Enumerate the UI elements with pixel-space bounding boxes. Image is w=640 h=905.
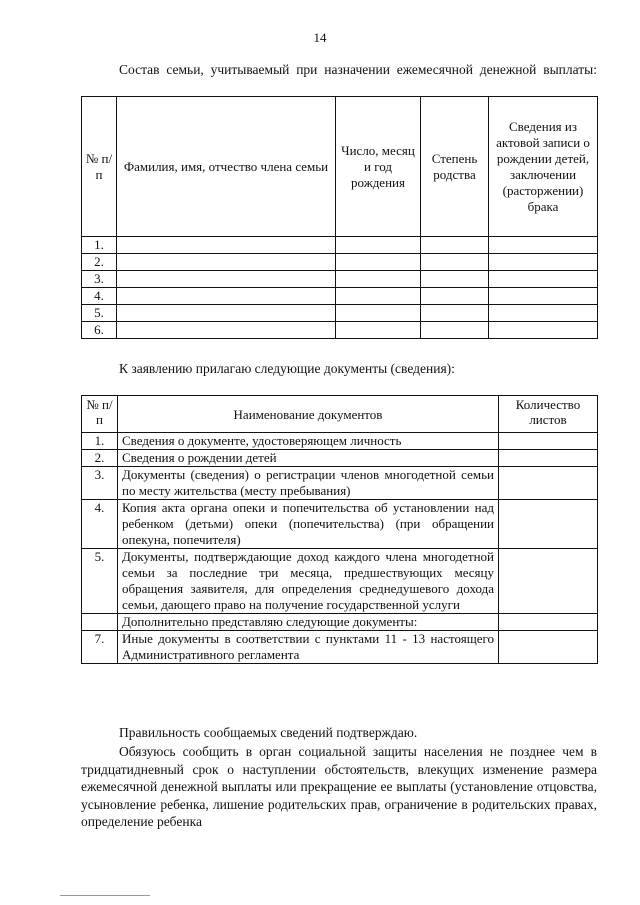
col-fullname: Фамилия, имя, отчество члена семьи xyxy=(117,97,336,237)
document-name: Документы, подтверждающие доход каждого члена многодетной семьи за последние три месяца, предшествующих месяцу обращения заявителя, для определения среднедушевого дохода семьи, дающего право на получение государственной услуги xyxy=(118,549,499,614)
act-record-cell[interactable] xyxy=(489,288,598,305)
col-act-record: Сведения из актовой записи о рождении детей, заключении (расторжении) брака xyxy=(489,97,598,237)
table-row xyxy=(82,433,598,450)
table-row xyxy=(82,549,598,614)
act-record-cell[interactable] xyxy=(489,271,598,288)
document-name: Дополнительно представляю следующие документы: xyxy=(118,614,499,631)
sheet-count-cell[interactable] xyxy=(499,614,598,631)
row-number: 1. xyxy=(82,433,118,450)
sheet-count-cell[interactable] xyxy=(499,500,598,549)
col-sheet-count: Количество листов xyxy=(499,396,598,433)
fullname-cell[interactable] xyxy=(117,288,336,305)
row-number: 3. xyxy=(82,467,118,500)
table-row xyxy=(82,614,598,631)
relation-cell[interactable] xyxy=(421,288,489,305)
fullname-cell[interactable] xyxy=(117,237,336,254)
obligation-text: Обязуюсь сообщить в орган социальной защиты населения не позднее чем в тридцатидневный срок о наступлении обстоятельств, влекущих изменение размера ежемесячной денежной выплаты или прекращение ее выплаты (установление отцовства, усыновление ребенка, лишение родительских прав, ограничение в родительских правах, определение ребенка xyxy=(81,744,597,829)
row-number: 4. xyxy=(82,288,117,305)
footer-divider xyxy=(60,895,150,896)
birthdate-cell[interactable] xyxy=(336,237,421,254)
fullname-cell[interactable] xyxy=(117,322,336,339)
page-number: 14 xyxy=(313,30,327,45)
fullname-cell[interactable] xyxy=(117,271,336,288)
table-row xyxy=(82,500,598,549)
confirmation-text: Правильность сообщаемых сведений подтверждаю. xyxy=(119,725,418,740)
table-row xyxy=(82,288,598,305)
row-number: 5. xyxy=(82,305,117,322)
act-record-cell[interactable] xyxy=(489,237,598,254)
sheet-count-cell[interactable] xyxy=(499,549,598,614)
document-name: Сведения о документе, удостоверяющем личность xyxy=(118,433,499,450)
row-number: 2. xyxy=(82,450,118,467)
col-number: № п/п xyxy=(82,97,117,237)
table-row xyxy=(82,305,598,322)
row-number: 5. xyxy=(82,549,118,614)
relation-cell[interactable] xyxy=(421,254,489,271)
birthdate-cell[interactable] xyxy=(336,288,421,305)
documents-table xyxy=(81,395,598,664)
relation-cell[interactable] xyxy=(421,237,489,254)
col-document-name: Наименование документов xyxy=(118,396,499,433)
docs-intro: К заявлению прилагаю следующие документы (сведения): xyxy=(119,361,455,376)
relation-cell[interactable] xyxy=(421,305,489,322)
birthdate-cell[interactable] xyxy=(336,271,421,288)
table-row xyxy=(82,467,598,500)
row-number: 7. xyxy=(82,631,118,664)
row-number: 2. xyxy=(82,254,117,271)
fullname-cell[interactable] xyxy=(117,254,336,271)
relation-cell[interactable] xyxy=(421,322,489,339)
table-row xyxy=(82,322,598,339)
row-number: 1. xyxy=(82,237,117,254)
row-number xyxy=(82,614,118,631)
row-number: 6. xyxy=(82,322,117,339)
family-table xyxy=(81,96,598,339)
birthdate-cell[interactable] xyxy=(336,305,421,322)
row-number: 3. xyxy=(82,271,117,288)
sheet-count-cell[interactable] xyxy=(499,631,598,664)
table-row xyxy=(82,254,598,271)
sheet-count-cell[interactable] xyxy=(499,467,598,500)
col-number: № п/п xyxy=(82,396,118,433)
col-birthdate: Число, месяц и год рождения xyxy=(336,97,421,237)
table-row xyxy=(82,271,598,288)
table-row xyxy=(82,631,598,664)
table-row xyxy=(82,450,598,467)
document-name: Иные документы в соответствии с пунктами 11 - 13 настоящего Административного регламента xyxy=(118,631,499,664)
family-intro: Состав семьи, учитываемый при назначении ежемесячной денежной выплаты: xyxy=(119,62,597,77)
fullname-cell[interactable] xyxy=(117,305,336,322)
act-record-cell[interactable] xyxy=(489,254,598,271)
col-relation: Степень родства xyxy=(421,97,489,237)
document-name: Сведения о рождении детей xyxy=(118,450,499,467)
act-record-cell[interactable] xyxy=(489,322,598,339)
row-number: 4. xyxy=(82,500,118,549)
birthdate-cell[interactable] xyxy=(336,254,421,271)
document-name: Копия акта органа опеки и попечительства об установлении над ребенком (детьми) опеки (попечительства) (при обращении опекуна, попечителя) xyxy=(118,500,499,549)
birthdate-cell[interactable] xyxy=(336,322,421,339)
sheet-count-cell[interactable] xyxy=(499,433,598,450)
act-record-cell[interactable] xyxy=(489,305,598,322)
relation-cell[interactable] xyxy=(421,271,489,288)
document-name: Документы (сведения) о регистрации членов многодетной семьи по месту жительства (месту пребывания) xyxy=(118,467,499,500)
sheet-count-cell[interactable] xyxy=(499,450,598,467)
table-row xyxy=(82,237,598,254)
